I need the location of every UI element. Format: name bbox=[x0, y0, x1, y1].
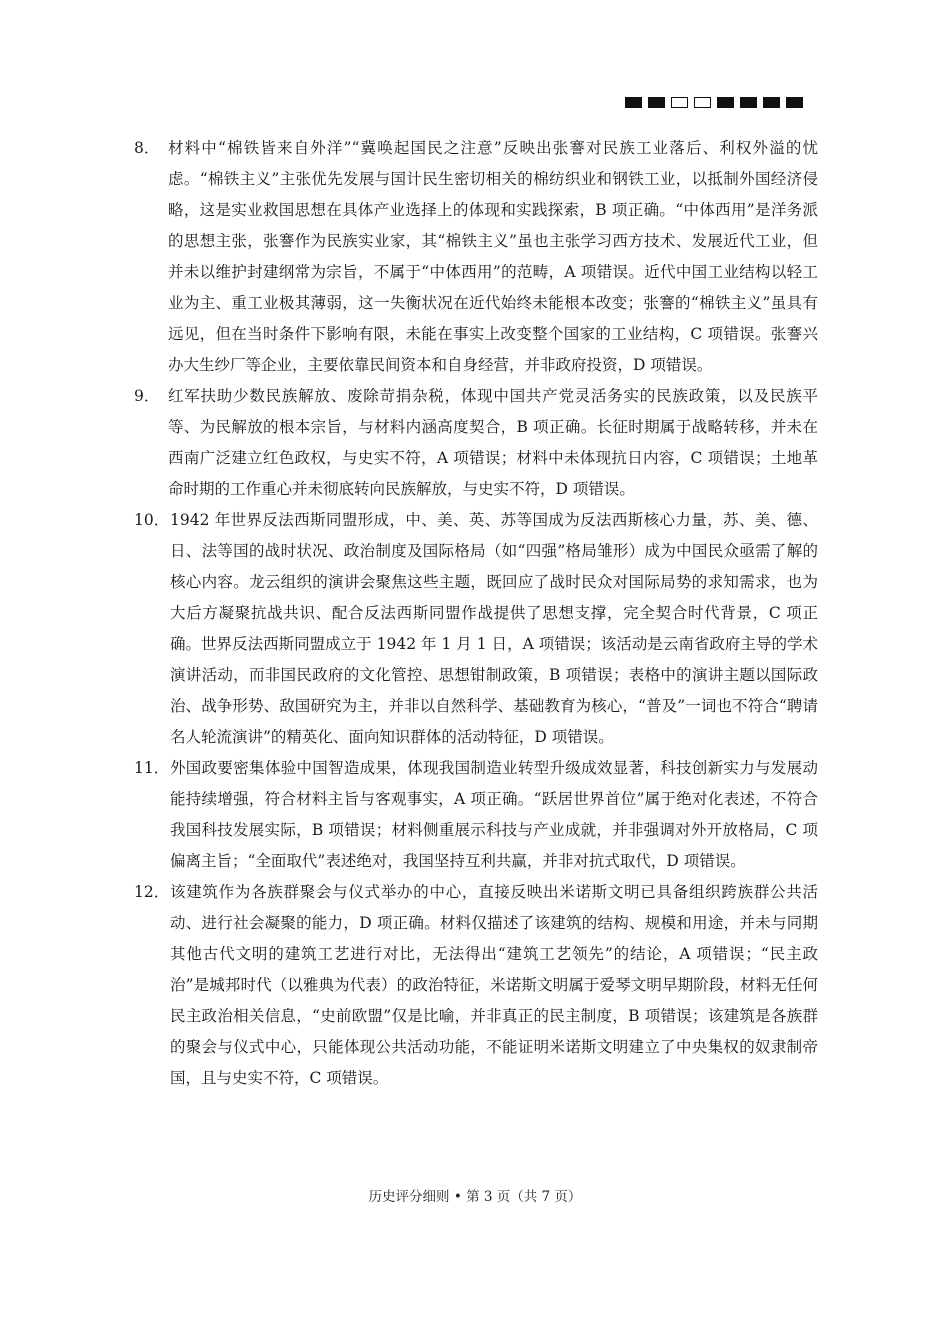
answer-explanations bbox=[134, 133, 818, 1094]
item-number: 11． bbox=[134, 759, 170, 777]
item-number: 8． bbox=[134, 139, 160, 157]
item-number: 10． bbox=[134, 511, 170, 529]
item-text: 红军扶助少数民族解放、废除苛捐杂税，体现中国共产党灵活务实的民族政策，以及民族平等、为民解放的根本宗旨，与材料内涵高度契合，B 项正确。长征时期属于战略转移，并未在西南广泛建立红色政权，与史实不符，A 项错误；材料中未体现抗日内容，C 项错误；土地革命时期的工作重心并未彻底转向民族解放，与史实不符，D 项错误。 bbox=[168, 387, 818, 498]
item-text: 该建筑作为各族群聚会与仪式举办的中心，直接反映出米诺斯文明已具备组织跨族群公共活动、进行社会凝聚的能力，D 项正确。材料仅描述了该建筑的结构、规模和用途，并未与同期其他古代文明的建筑工艺进行对比，无法得出“建筑工艺领先”的结论，A 项错误；“民主政治”是城邦时代（以雅典为代表）的政治特征，米诺斯文明属于爱琴文明早期阶段，材料无任何民主政治相关信息，“史前欧盟”仅是比喻，并非真正的民主制度，B 项错误；该建筑是各族群的聚会与仪式中心，只能体现公共活动功能，不能证明米诺斯文明建立了中央集权的奴隶制帝国，且与史实不符，C 项错误。 bbox=[170, 883, 818, 1087]
item-text: 1942 年世界反法西斯同盟形成，中、美、英、苏等国成为反法西斯核心力量，苏、美、德、日、法等国的战时状况、政治制度及国际格局（如“四强”格局雏形）成为中国民众亟需了解的核心内容。龙云组织的演讲会聚焦这些主题，既回应了战时民众对国际局势的求知需求，也为大后方凝聚抗战共识、配合反法西斯同盟作战提供了思想支撑，完全契合时代背景，C 项正确。世界反法西斯同盟成立于 1942 年 1 月 1 日，A 项错误；该活动是云南省政府主导的学术演讲活动，而非国民政府的文化管控、思想钳制政策，B 项错误；表格中的演讲主题以国际政治、战争形势、敌国研究为主，并非以自然科学、基础教育为核心，“普及”一词也不符合“聘请名人轮流演讲”的精英化、面向知识群体的活动特征，D 项错误。 bbox=[170, 511, 818, 746]
answer-item-10 bbox=[134, 505, 818, 753]
item-text: 材料中“棉铁皆来自外洋”“冀唤起国民之注意”反映出张謇对民族工业落后、利权外溢的忧虑。“棉铁主义”主张优先发展与国计民生密切相关的棉纺织业和钢铁工业，以抵制外国经济侵略，这是实业救国思想在具体产业选择上的体现和实践探索，B 项正确。“中体西用”是洋务派的思想主张，张謇作为民族实业家，其“棉铁主义”虽也主张学习西方技术、发展近代工业，但并未以维护封建纲常为宗旨，不属于“中体西用”的范畴，A 项错误。近代中国工业结构以轻工业为主、重工业极其薄弱，这一失衡状况在近代始终未能根本改变；张謇的“棉铁主义”虽具有远见，但在当时条件下影响有限，未能在事实上改变整个国家的工业结构，C 项错误。张謇兴办大生纱厂等企业，主要依靠民间资本和自身经营，并非政府投资，D 项错误。 bbox=[168, 139, 818, 374]
marker-square bbox=[763, 97, 780, 108]
answer-item-9 bbox=[134, 381, 818, 505]
marker-square bbox=[786, 97, 803, 108]
answer-item-8 bbox=[134, 133, 818, 381]
answer-item-12 bbox=[134, 877, 818, 1094]
page-footer: 历史评分细则 • 第 3 页（共 7 页） bbox=[368, 1189, 582, 1205]
item-number: 12． bbox=[134, 883, 170, 901]
header-marker-strip bbox=[625, 97, 803, 108]
marker-square bbox=[740, 97, 757, 108]
item-text: 外国政要密集体验中国智造成果，体现我国制造业转型升级成效显著，科技创新实力与发展动能持续增强，符合材料主旨与客观事实，A 项正确。“跃居世界首位”属于绝对化表述，不符合我国科技发展实际，B 项错误；材料侧重展示科技与产业成就，并非强调对外开放格局，C 项偏离主旨；“全面取代”表述绝对，我国坚持互利共赢，并非对抗式取代，D 项错误。 bbox=[170, 759, 818, 870]
marker-square bbox=[694, 97, 711, 108]
marker-square bbox=[625, 97, 642, 108]
item-number: 9． bbox=[134, 387, 160, 405]
marker-square bbox=[717, 97, 734, 108]
marker-square bbox=[671, 97, 688, 108]
marker-square bbox=[648, 97, 665, 108]
answer-item-11 bbox=[134, 753, 818, 877]
